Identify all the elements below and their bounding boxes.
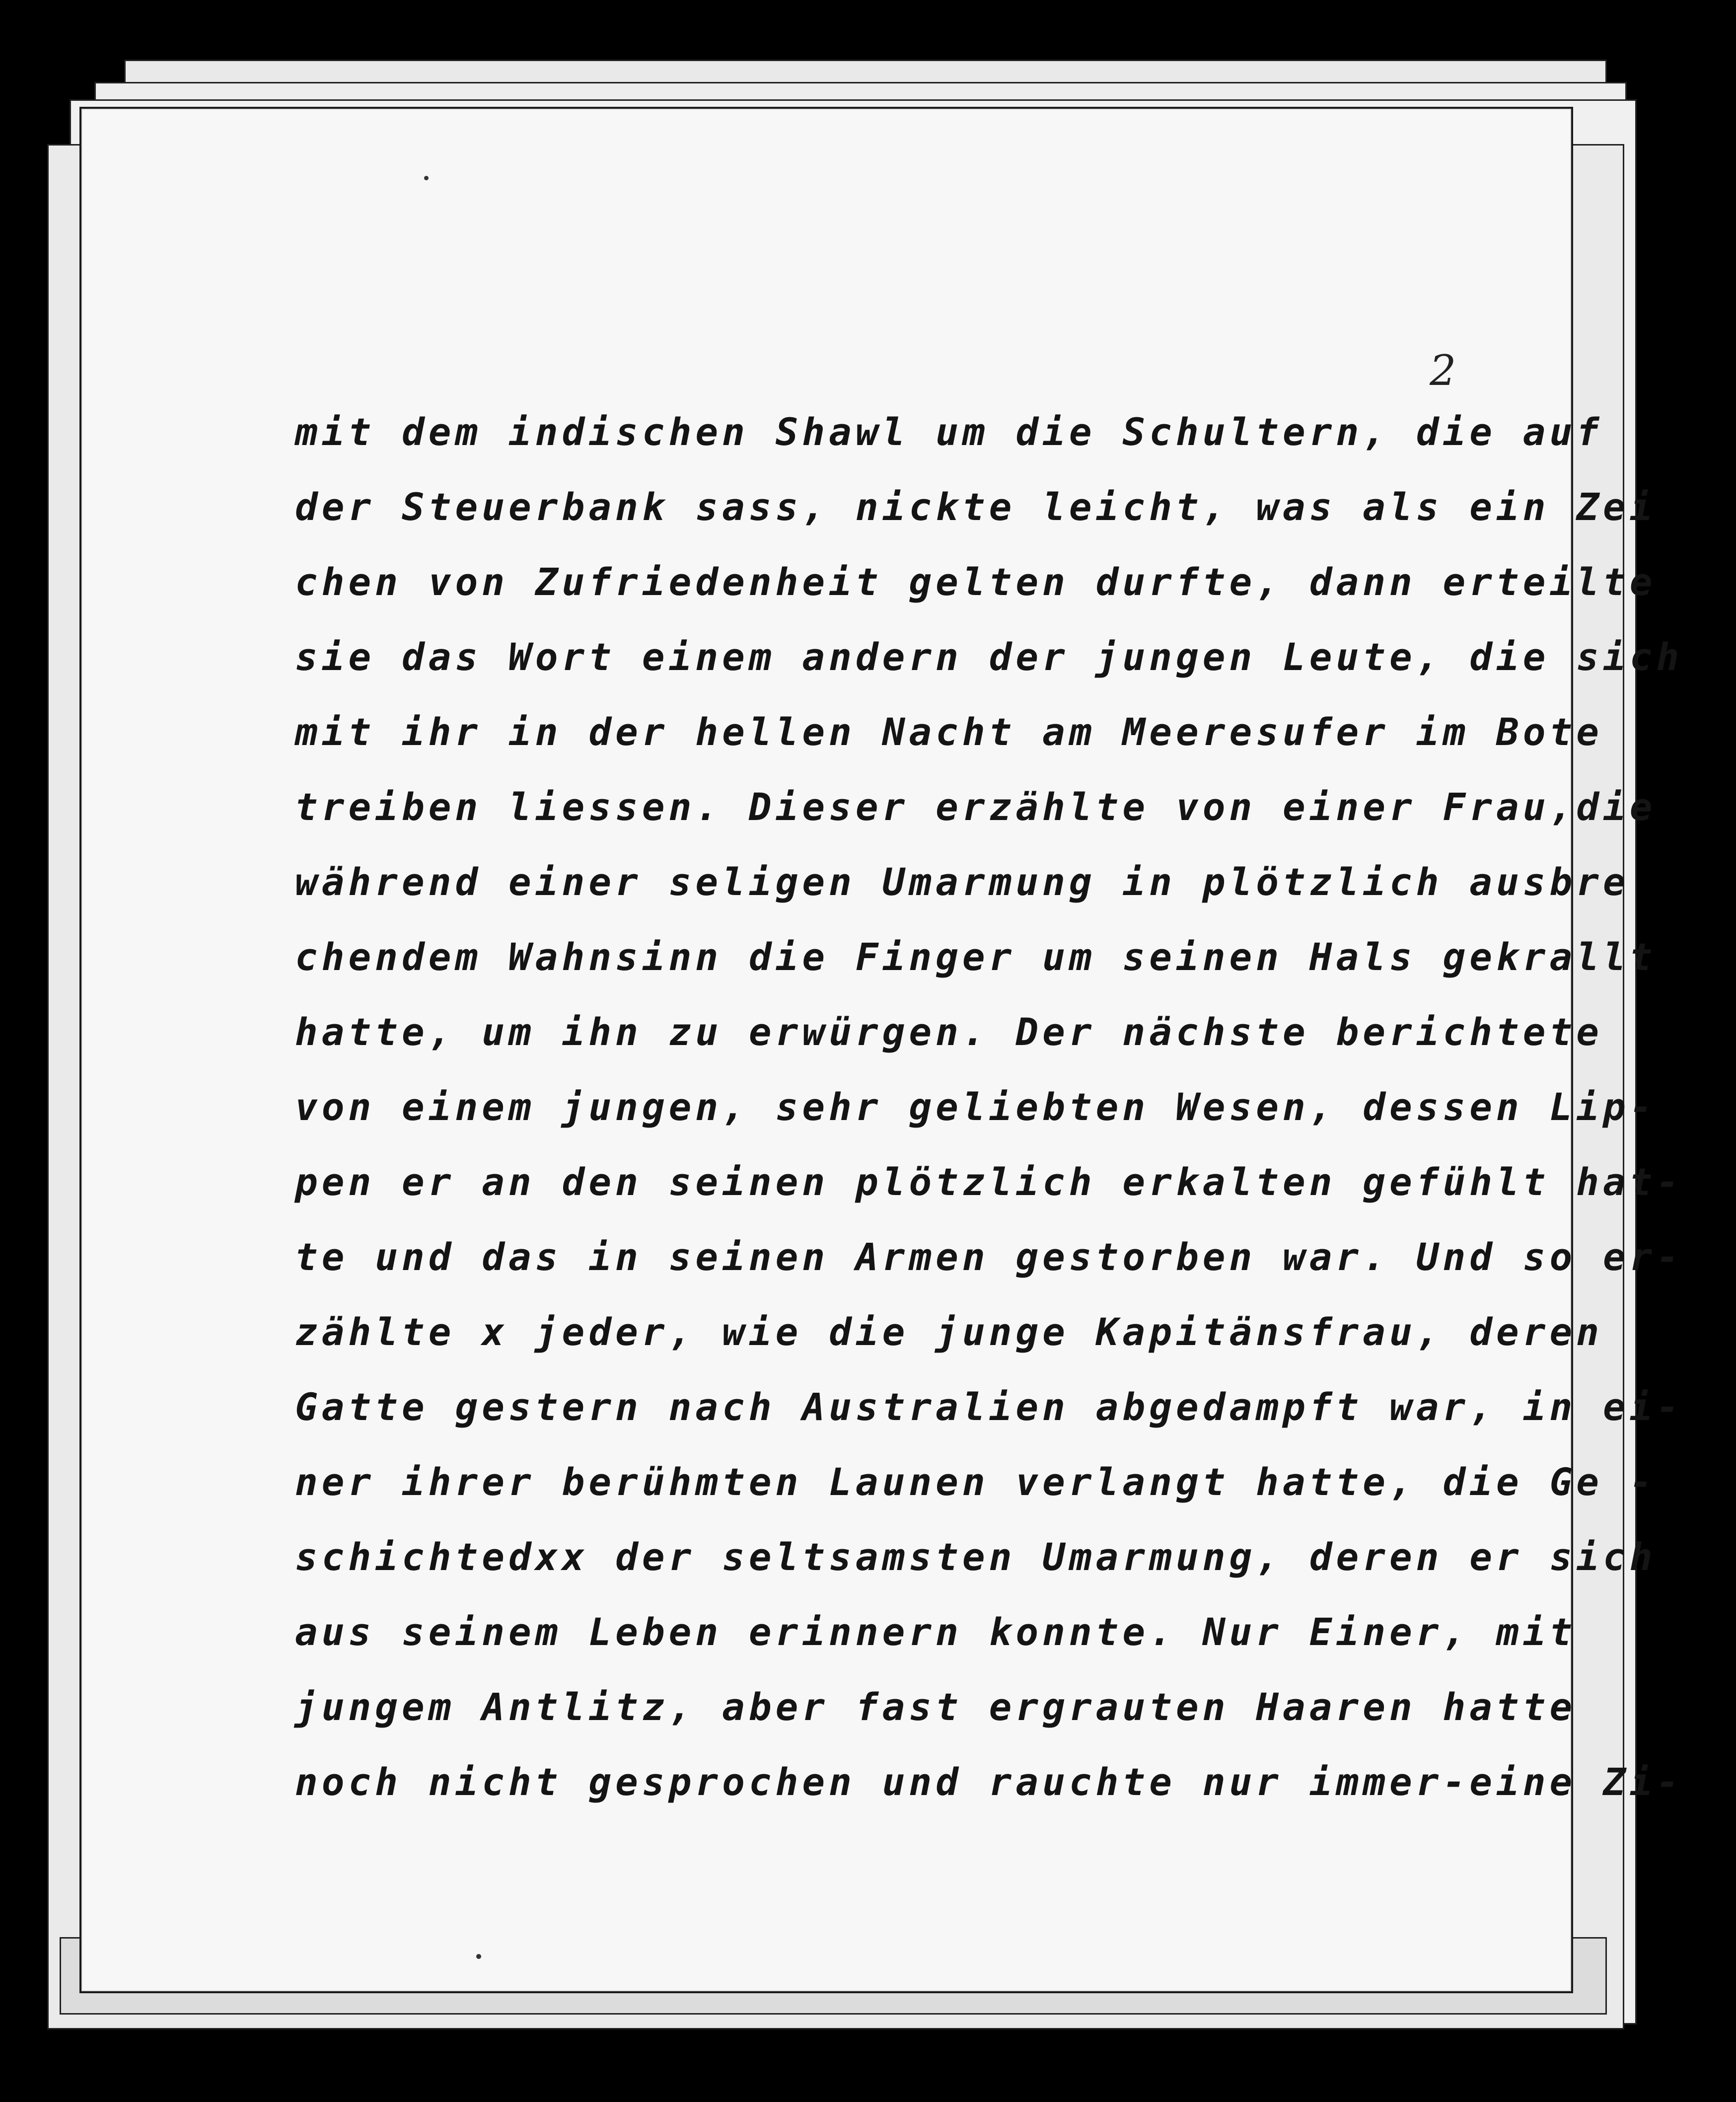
text-line: treiben liessen. Dieser erzählte von einer Frau,die	[295, 785, 1657, 829]
text-line: zählte x jeder, wie die junge Kapitänsfrau, deren	[295, 1310, 1603, 1354]
text-line: sie das Wort einem andern der jungen Leute, die sich	[295, 635, 1683, 679]
text-line: noch nicht gesprochen und rauchte nur immer-eine Zi-	[295, 1760, 1683, 1804]
text-line: mit ihr in der hellen Nacht am Meeresufer im Bote	[295, 710, 1603, 754]
text-line: während einer seligen Umarmung in plötzlich ausbre	[295, 860, 1630, 904]
text-line: te und das in seinen Armen gestorben war. Und so er-	[295, 1235, 1683, 1279]
text-line: chen von Zufriedenheit gelten durfte, dann erteilte	[295, 560, 1657, 604]
text-line: ner ihrer berühmten Launen verlangt hatte, die Ge -	[295, 1460, 1657, 1504]
scan-speck	[476, 1954, 481, 1959]
page-number: 2	[1430, 346, 1456, 395]
text-line: von einem jungen, sehr geliebten Wesen, dessen Lip-	[295, 1085, 1657, 1129]
text-line: hatte, um ihn zu erwürgen. Der nächste berichtete	[295, 1010, 1603, 1054]
text-line: pen er an den seinen plötzlich erkalten gefühlt hat-	[295, 1160, 1683, 1204]
text-line: aus seinem Leben erinnern konnte. Nur Einer, mit	[295, 1610, 1577, 1654]
text-line: mit dem indischen Shawl um die Schultern, die auf	[295, 410, 1603, 454]
typewritten-page	[79, 107, 1683, 1993]
text-line: schichtedxx der seltsamsten Umarmung, deren er sich	[295, 1535, 1657, 1579]
text-line: Gatte gestern nach Australien abgedampft war, in ei-	[295, 1385, 1683, 1429]
text-line: chendem Wahnsinn die Finger um seinen Hals gekrallt	[295, 935, 1657, 979]
text-line: jungem Antlitz, aber fast ergrauten Haaren hatte	[295, 1685, 1577, 1729]
scan-speck	[424, 176, 429, 180]
body-text	[295, 394, 1683, 1819]
text-line: der Steuerbank sass, nickte leicht, was als ein Zei	[295, 485, 1657, 529]
